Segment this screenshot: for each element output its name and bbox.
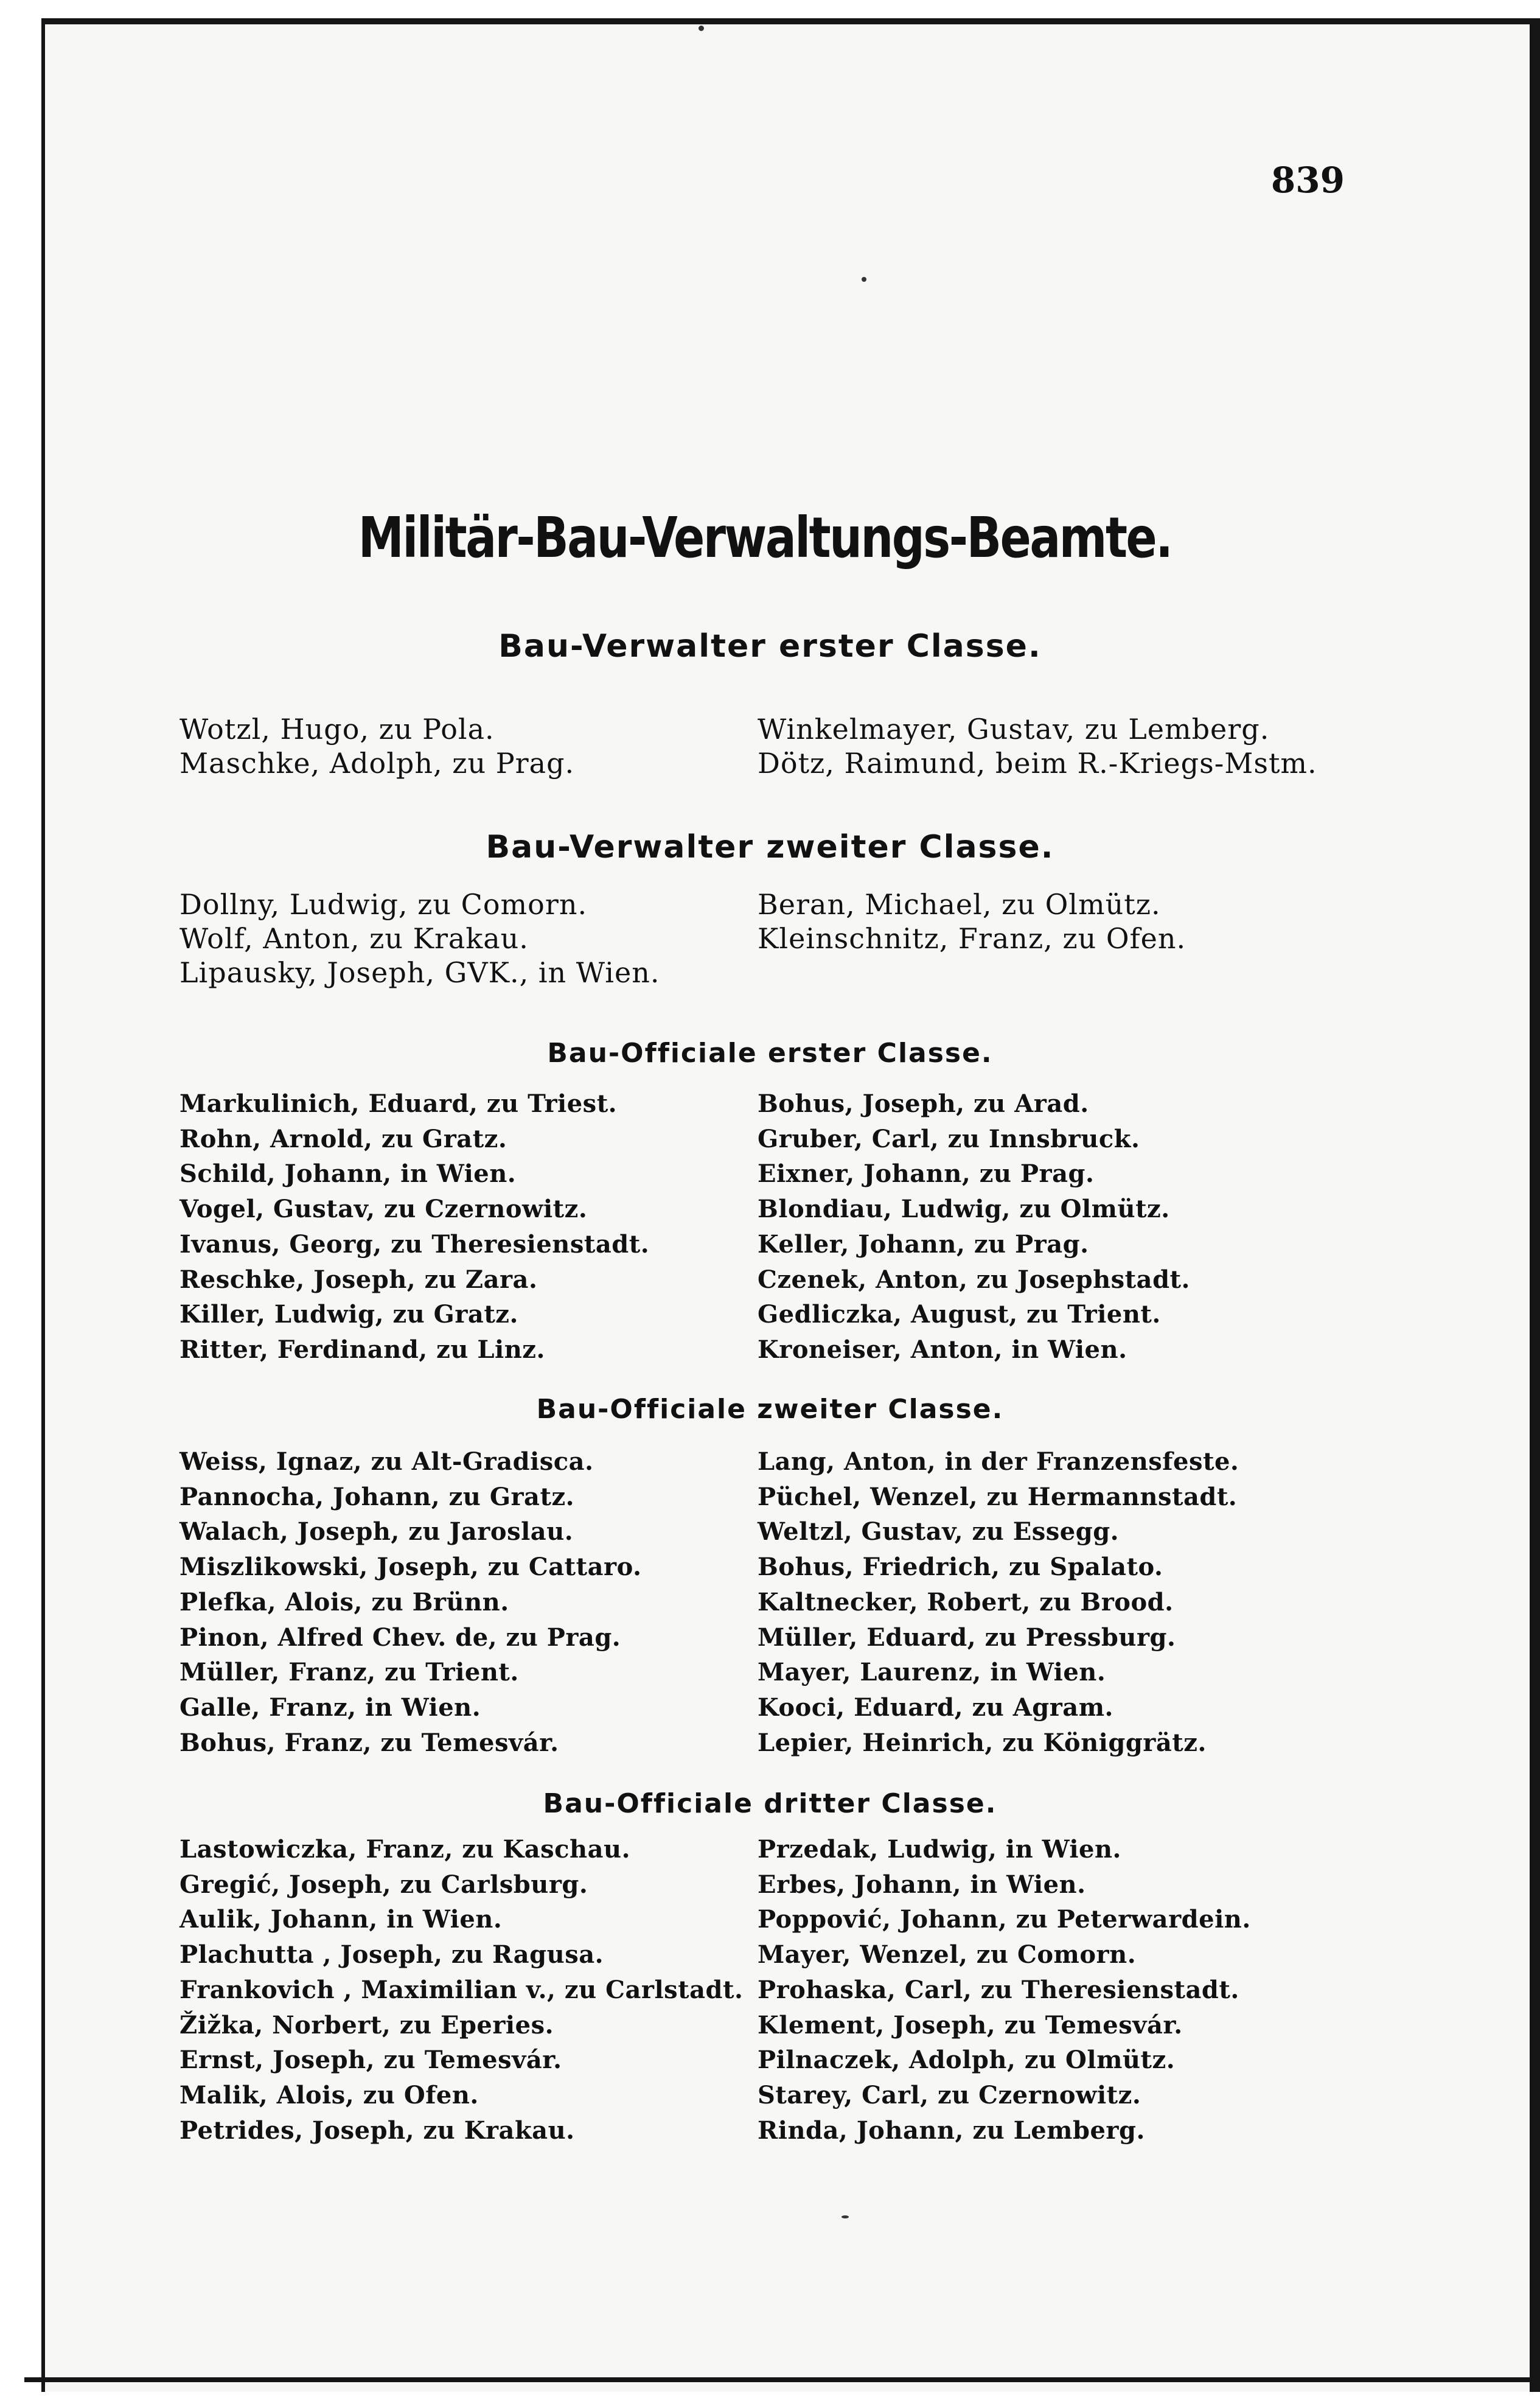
entry: Mayer, Wenzel, zu Comorn. <box>758 1940 1137 1970</box>
entry: Eixner, Johann, zu Prag. <box>758 1159 1095 1189</box>
entry: Dollny, Ludwig, zu Comorn. <box>179 888 588 921</box>
entry: Markulinich, Eduard, zu Triest. <box>179 1089 618 1118</box>
entry: Blondiau, Ludwig, zu Olmütz. <box>758 1195 1170 1224</box>
entry: Miszlikowski, Joseph, zu Cattaro. <box>179 1553 642 1582</box>
entry: Prohaska, Carl, zu Theresienstadt. <box>758 1975 1239 2004</box>
entry: Malik, Alois, zu Ofen. <box>179 2080 479 2110</box>
section-heading: Bau-Officiale dritter Classe. <box>543 1788 997 1819</box>
entry: Ritter, Ferdinand, zu Linz. <box>179 1335 545 1364</box>
entry: Klement, Joseph, zu Temesvár. <box>758 2010 1183 2040</box>
entry: Czenek, Anton, zu Josephstadt. <box>758 1265 1190 1294</box>
entry: Lang, Anton, in der Franzensfeste. <box>758 1447 1239 1476</box>
entry: Poppović, Johann, zu Peterwardein. <box>758 1905 1251 1934</box>
entry: Keller, Johann, zu Prag. <box>758 1229 1089 1259</box>
entry: Wotzl, Hugo, zu Pola. <box>179 713 495 746</box>
entry: Kooci, Eduard, zu Agram. <box>758 1693 1113 1722</box>
entry: Lipausky, Joseph, GVK., in Wien. <box>179 956 660 989</box>
entry: Dötz, Raimund, beim R.-Kriegs-Mstm. <box>758 747 1317 780</box>
page-title: Militär-Bau-Verwaltungs-Beamte. <box>358 505 1172 570</box>
entry: Lepier, Heinrich, zu Königgrätz. <box>758 1728 1207 1757</box>
entry: Lastowiczka, Franz, zu Kaschau. <box>179 1835 631 1864</box>
page-bottom-edge <box>24 2377 1540 2382</box>
section-heading: Bau-Officiale erster Classe. <box>547 1038 993 1069</box>
entry: Starey, Carl, zu Czernowitz. <box>758 2080 1141 2110</box>
entry: Petrides, Joseph, zu Krakau. <box>179 2116 575 2145</box>
entry: Przedak, Ludwig, in Wien. <box>758 1835 1121 1864</box>
entry: Killer, Ludwig, zu Gratz. <box>179 1300 518 1329</box>
entry-column-right <box>758 1832 1251 2148</box>
entry: Vogel, Gustav, zu Czernowitz. <box>179 1195 588 1224</box>
entry: Galle, Franz, in Wien. <box>179 1693 481 1722</box>
entry: Reschke, Joseph, zu Zara. <box>179 1265 538 1294</box>
entry: Maschke, Adolph, zu Prag. <box>179 747 575 780</box>
entry: Mayer, Laurenz, in Wien. <box>758 1658 1106 1687</box>
entry: Aulik, Johann, in Wien. <box>179 1905 503 1934</box>
entry-column-right <box>758 1444 1239 1760</box>
entry: Plefka, Alois, zu Brünn. <box>179 1587 509 1617</box>
entry: Weiss, Ignaz, zu Alt-Gradisca. <box>179 1447 594 1476</box>
entry-column-left <box>179 1444 642 1760</box>
entry: Pilnaczek, Adolph, zu Olmütz. <box>758 2046 1176 2075</box>
entry-column-left <box>179 712 574 780</box>
entry: Rinda, Johann, zu Lemberg. <box>758 2116 1145 2145</box>
entry: Weltzl, Gustav, zu Essegg. <box>758 1517 1120 1547</box>
section-heading: Bau-Verwalter zweiter Classe. <box>486 829 1054 865</box>
speck <box>862 277 866 282</box>
entry: Walach, Joseph, zu Jaroslau. <box>179 1517 574 1547</box>
speck <box>699 26 704 31</box>
entry: Žižka, Norbert, zu Eperies. <box>179 2010 554 2040</box>
entry: Schild, Johann, in Wien. <box>179 1159 517 1189</box>
page-number: 839 <box>1270 159 1345 201</box>
entry: Pinon, Alfred Chev. de, zu Prag. <box>179 1623 621 1652</box>
entry: Kleinschnitz, Franz, zu Ofen. <box>758 922 1186 955</box>
entry: Müller, Franz, zu Trient. <box>179 1658 519 1687</box>
entry-column-left <box>179 887 660 990</box>
entry-column-right <box>758 887 1186 956</box>
entry: Beran, Michael, zu Olmütz. <box>758 888 1161 921</box>
entry-column-left <box>179 1832 743 2148</box>
entry: Bohus, Friedrich, zu Spalato. <box>758 1553 1163 1582</box>
entry: Müller, Eduard, zu Pressburg. <box>758 1623 1176 1652</box>
entry-column-right <box>758 712 1317 780</box>
entry: Rohn, Arnold, zu Gratz. <box>179 1124 507 1153</box>
entry: Gregić, Joseph, zu Carlsburg. <box>179 1870 588 1899</box>
entry: Wolf, Anton, zu Krakau. <box>179 922 529 955</box>
section-heading: Bau-Officiale zweiter Classe. <box>536 1394 1004 1425</box>
entry: Kroneiser, Anton, in Wien. <box>758 1335 1127 1364</box>
entry: Ivanus, Georg, zu Theresienstadt. <box>179 1229 650 1259</box>
entry: Frankovich , Maximilian v., zu Carlstadt. <box>179 1975 744 2004</box>
entry: Gedliczka, August, zu Trient. <box>758 1300 1161 1329</box>
section-heading: Bau-Verwalter erster Classe. <box>498 628 1042 665</box>
entry: Plachutta , Joseph, zu Ragusa. <box>179 1940 604 1970</box>
entry: Bohus, Franz, zu Temesvár. <box>179 1728 559 1757</box>
entry-column-right <box>758 1086 1190 1368</box>
entry: Gruber, Carl, zu Innsbruck. <box>758 1124 1140 1153</box>
entry: Püchel, Wenzel, zu Hermannstadt. <box>758 1482 1238 1511</box>
entry-column-left <box>179 1086 649 1368</box>
entry: Bohus, Joseph, zu Arad. <box>758 1089 1089 1118</box>
entry: Kaltnecker, Robert, zu Brood. <box>758 1587 1174 1617</box>
speck <box>841 2215 849 2218</box>
entry: Winkelmayer, Gustav, zu Lemberg. <box>758 713 1270 746</box>
entry: Pannocha, Johann, zu Gratz. <box>179 1482 575 1511</box>
entry: Ernst, Joseph, zu Temesvár. <box>179 2046 562 2075</box>
entry: Erbes, Johann, in Wien. <box>758 1870 1086 1899</box>
